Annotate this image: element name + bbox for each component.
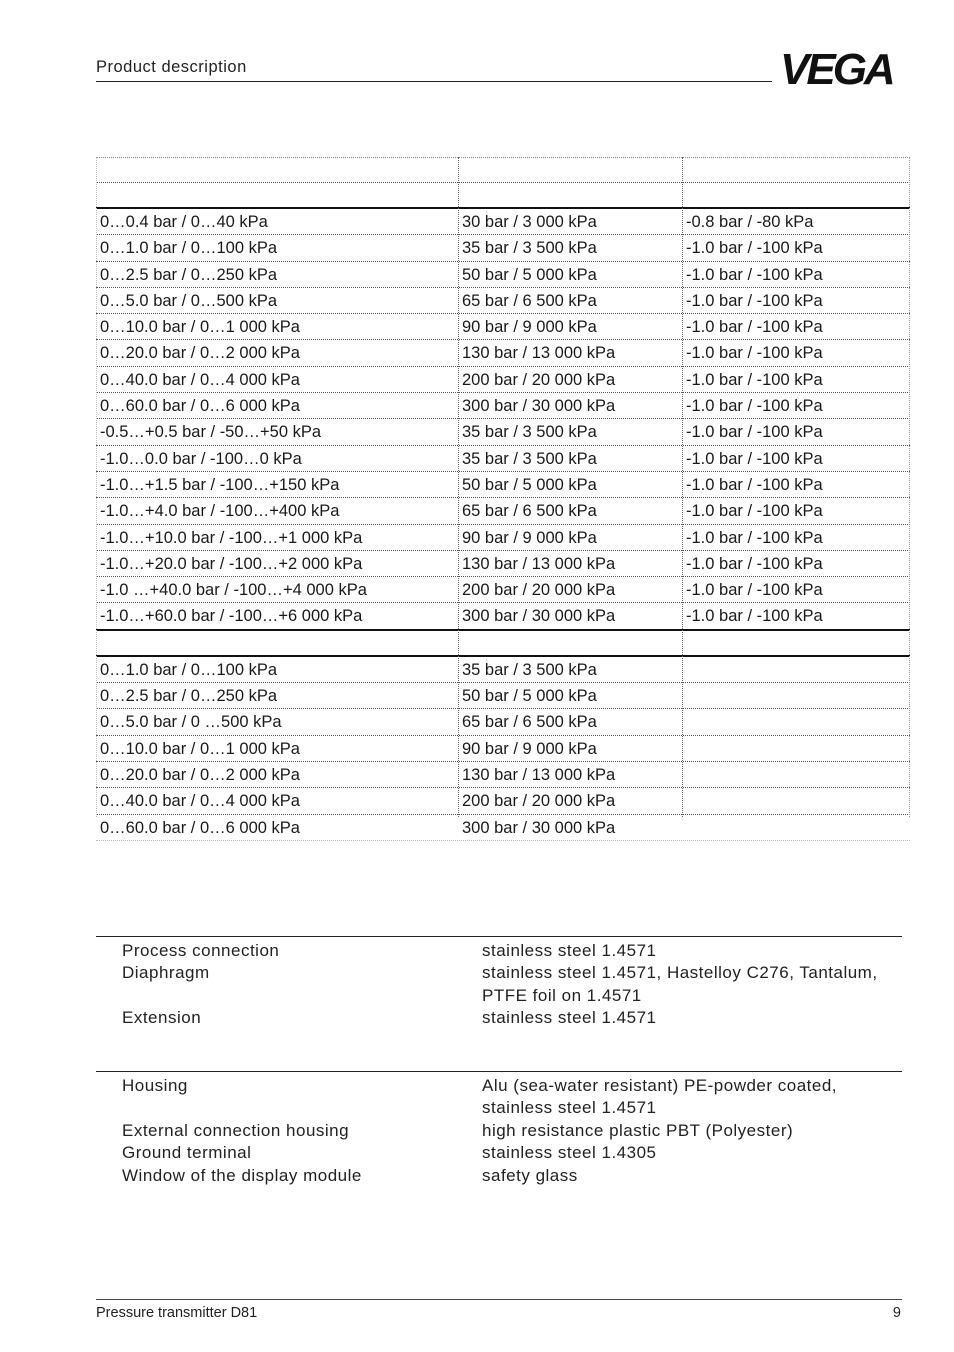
- table-cell: [682, 762, 910, 787]
- page-number: 9: [892, 1305, 901, 1321]
- table-cell: 30 bar / 3 000 kPa: [462, 213, 597, 231]
- table-header-row: [96, 183, 910, 209]
- material-label: Diaphragm: [122, 963, 210, 983]
- table-cell: 35 bar / 3 500 kPa: [462, 449, 597, 468]
- material-value: Alu (sea-water resistant) PE-powder coated,: [482, 1076, 838, 1095]
- housing-materials-rule: [96, 1071, 902, 1072]
- table-cell: -1.0…0.0 bar / -100…0 kPa: [100, 449, 302, 468]
- table-cell: -1.0 bar / -100 kPa: [686, 239, 823, 258]
- table-column-divider: [458, 157, 459, 817]
- table-row: [96, 762, 910, 788]
- table-row: [96, 367, 910, 393]
- table-row: [96, 525, 910, 551]
- table-cell: 0…2.5 bar / 0…250 kPa: [100, 687, 278, 706]
- table-row: [96, 446, 910, 472]
- table-cell: [682, 736, 910, 761]
- table-row: [96, 736, 910, 762]
- table-header-row: [96, 631, 910, 657]
- header-rule: [96, 81, 772, 82]
- table-row: [96, 577, 910, 603]
- material-value: stainless steel 1.4571: [482, 1098, 657, 1118]
- table-cell: [682, 788, 910, 813]
- table-cell: 0…5.0 bar / 0…500 kPa: [100, 291, 278, 310]
- material-value: stainless steel 1.4571: [482, 1008, 657, 1028]
- table-cell: 0…2.5 bar / 0…250 kPa: [100, 265, 278, 284]
- table-cell: 0…60.0 bar / 0…6 000 kPa: [100, 397, 300, 416]
- svg-text:VEGA: VEGA: [780, 48, 893, 90]
- table-cell: 90 bar / 9 000 kPa: [462, 528, 597, 547]
- table-cell: -1.0 bar / -100 kPa: [686, 265, 823, 284]
- table-row: [96, 472, 910, 498]
- table-cell: -1.0 bar / -100 kPa: [686, 423, 823, 442]
- table-cell: -1.0 bar / -100 kPa: [686, 370, 823, 389]
- table-cell: [682, 709, 910, 734]
- table-cell: [682, 683, 910, 708]
- material-value: stainless steel 1.4305: [482, 1143, 657, 1163]
- table-cell: [458, 631, 682, 655]
- vega-logo: [780, 48, 904, 90]
- table-cell: -0.5…+0.5 bar / -50…+50 kPa: [100, 423, 322, 442]
- table-cell: [96, 158, 458, 182]
- table-row: [96, 393, 910, 419]
- table-cell: 0…40.0 bar / 0…4 000 kPa: [100, 792, 300, 811]
- table-row: [96, 288, 910, 314]
- table-cell: 0…1.0 bar / 0…100 kPa: [100, 239, 278, 258]
- table-cell: 0…10.0 bar / 0…1 000 kPa: [100, 318, 300, 337]
- material-label: Process connection: [122, 941, 280, 960]
- table-row: [96, 235, 910, 261]
- table-row: [96, 262, 910, 288]
- table-cell: 35 bar / 3 500 kPa: [462, 423, 597, 442]
- table-cell: 35 bar / 3 500 kPa: [462, 239, 597, 258]
- table-row: [96, 788, 910, 814]
- table-cell: 0…0.4 bar / 0…40 kPa: [100, 213, 268, 231]
- table-cell: -1.0 bar / -100 kPa: [686, 475, 823, 494]
- table-cell: [458, 158, 682, 182]
- material-value: stainless steel 1.4571, Hastelloy C276, Tantalum,: [482, 963, 878, 983]
- table-row: [96, 603, 910, 630]
- table-cell: 0…60.0 bar / 0…6 000 kPa: [100, 818, 300, 837]
- table-row: [96, 551, 910, 577]
- table-cell: -1.0 bar / -100 kPa: [686, 528, 823, 547]
- table-cell: 50 bar / 5 000 kPa: [462, 265, 597, 284]
- table-cell: -1.0 bar / -100 kPa: [686, 344, 823, 363]
- wetted-materials-rule: [96, 936, 902, 937]
- table-cell: 0…20.0 bar / 0…2 000 kPa: [100, 344, 300, 363]
- table-cell: 35 bar / 3 500 kPa: [462, 660, 597, 679]
- table-cell: [682, 657, 910, 682]
- table-cell: -1.0 bar / -100 kPa: [686, 291, 823, 310]
- table-cell: 0…20.0 bar / 0…2 000 kPa: [100, 765, 300, 784]
- table-cell: 50 bar / 5 000 kPa: [462, 475, 597, 494]
- table-cell: -1.0…+4.0 bar / -100…+400 kPa: [100, 502, 340, 521]
- table-row: [96, 657, 910, 683]
- table-cell: -1.0 bar / -100 kPa: [686, 449, 823, 468]
- material-label: Housing: [122, 1076, 188, 1095]
- table-header-row: [96, 157, 910, 183]
- table-cell: 65 bar / 6 500 kPa: [462, 291, 597, 310]
- table-cell: 65 bar / 6 500 kPa: [462, 502, 597, 521]
- table-cell: 200 bar / 20 000 kPa: [462, 792, 616, 811]
- table-cell: 0…1.0 bar / 0…100 kPa: [100, 660, 278, 679]
- table-cell: -1.0…+1.5 bar / -100…+150 kPa: [100, 475, 340, 494]
- table-cell: 300 bar / 30 000 kPa: [462, 818, 616, 837]
- table-cell: 300 bar / 30 000 kPa: [462, 397, 616, 416]
- table-cell: 90 bar / 9 000 kPa: [462, 739, 597, 758]
- measuring-range-table: [96, 157, 910, 841]
- table-row: [96, 419, 910, 445]
- table-cell: 0…10.0 bar / 0…1 000 kPa: [100, 739, 300, 758]
- table-cell: [96, 183, 458, 207]
- table-row: [96, 340, 910, 366]
- table-cell: -1.0 bar / -100 kPa: [686, 554, 823, 573]
- table-cell: -1.0 bar / -100 kPa: [686, 502, 823, 521]
- table-cell: 300 bar / 30 000 kPa: [462, 607, 616, 626]
- table-cell: -1.0 bar / -100 kPa: [686, 397, 823, 416]
- table-row: [96, 709, 910, 735]
- table-cell: 0…5.0 bar / 0 …500 kPa: [100, 713, 282, 732]
- table-cell: -1.0 bar / -100 kPa: [686, 607, 823, 626]
- table-left-border: [96, 157, 97, 817]
- table-cell: 200 bar / 20 000 kPa: [462, 370, 616, 389]
- footer-document-title: Pressure transmitter D81: [96, 1305, 258, 1321]
- table-cell: [682, 158, 910, 182]
- table-column-divider: [682, 157, 683, 817]
- table-cell: -1.0 …+40.0 bar / -100…+4 000 kPa: [100, 581, 367, 600]
- page-header-title: Product description: [96, 58, 247, 76]
- table-row: [96, 815, 910, 841]
- table-cell: [682, 631, 910, 655]
- table-cell: -1.0…+10.0 bar / -100…+1 000 kPa: [100, 528, 363, 547]
- table-cell: [458, 183, 682, 207]
- table-cell: 200 bar / 20 000 kPa: [462, 581, 616, 600]
- table-row: [96, 683, 910, 709]
- table-cell: 90 bar / 9 000 kPa: [462, 318, 597, 337]
- table-cell: -0.8 bar / -80 kPa: [686, 213, 814, 231]
- table-right-border: [909, 157, 910, 817]
- table-cell: -1.0…+20.0 bar / -100…+2 000 kPa: [100, 554, 363, 573]
- table-row: [96, 209, 910, 235]
- material-label: Window of the display module: [122, 1165, 362, 1185]
- table-cell: 0…40.0 bar / 0…4 000 kPa: [100, 370, 300, 389]
- table-cell: 130 bar / 13 000 kPa: [462, 765, 616, 784]
- table-cell: -1.0 bar / -100 kPa: [686, 581, 823, 600]
- table-cell: [96, 631, 458, 655]
- table-row: [96, 498, 910, 524]
- table-cell: [682, 183, 910, 207]
- table-cell: 65 bar / 6 500 kPa: [462, 713, 597, 732]
- table-cell: 130 bar / 13 000 kPa: [462, 344, 616, 363]
- material-label: External connection housing: [122, 1120, 350, 1140]
- material-label: Ground terminal: [122, 1143, 252, 1163]
- table-cell: 130 bar / 13 000 kPa: [462, 554, 616, 573]
- footer-rule: [96, 1299, 902, 1300]
- table-cell: [682, 815, 910, 840]
- table-cell: -1.0…+60.0 bar / -100…+6 000 kPa: [100, 607, 363, 626]
- table-cell: 50 bar / 5 000 kPa: [462, 687, 597, 706]
- table-row: [96, 314, 910, 340]
- material-value: stainless steel 1.4571: [482, 941, 657, 960]
- material-label: Extension: [122, 1008, 202, 1028]
- material-value: high resistance plastic PBT (Polyester): [482, 1120, 794, 1140]
- table-cell: -1.0 bar / -100 kPa: [686, 318, 823, 337]
- material-value: PTFE foil on 1.4571: [482, 985, 642, 1005]
- material-value: safety glass: [482, 1165, 578, 1185]
